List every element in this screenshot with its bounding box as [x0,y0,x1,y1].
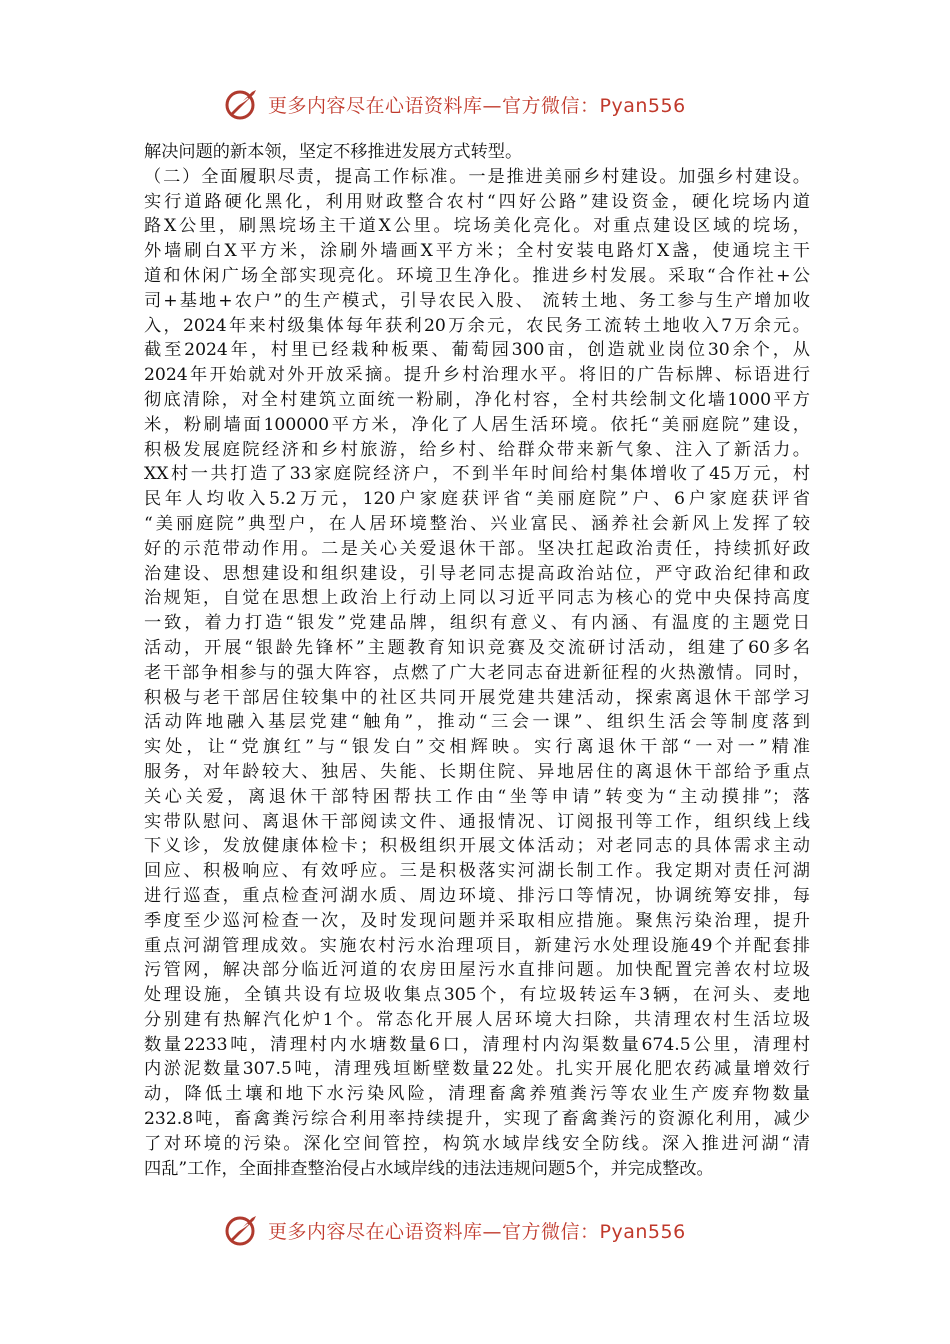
text-line: 了对环境的污染。深化空间管控，构筑水域岸线安全防线。深入推进河湖“清 [144,1133,810,1154]
text-line: 积极与老干部居住较集中的社区共同开展党建共建活动，探索离退休干部学习 [144,687,810,708]
text-line: 实行道路硬化黑化，利用财政整合农村“四好公路”建设资金，硬化垸场内道 [144,191,810,212]
text-line: 关心关爱，离退休干部特困帮扶工作由“坐等申请”转变为“主动摸排”；落 [144,786,810,807]
header-wechat-id: Pyan556 [599,94,686,117]
header-banner [222,82,686,126]
text-line: 分别建有热解汽化炉1个。常态化开展人居环境大扫除，共清理农村生活垃圾 [144,1009,810,1030]
footer-text [268,1217,686,1244]
text-line: 实处，让“党旗红”与“银发白”交相辉映。实行离退休干部“一对一”精准 [144,737,810,758]
header-dash: — [482,94,503,117]
text-line: XX村一共打造了33家庭院经济户，不到半年时间给村集体增收了45万元，村 [144,464,810,485]
text-line: 外墙刷白X平方米，涂刷外墙画X平方米；全村安装电路灯X盏，使通垸主干 [144,241,810,262]
text-line: 老干部争相参与的强大阵容，点燃了广大老同志奋进新征程的火热激情。同时， [144,662,810,683]
text-line: 2024年开始就对外开放采摘。提升乡村治理水平。将旧的广告标牌、标语进行 [144,365,810,386]
text-line: 内淤泥数量307.5吨，清理残垣断壁数量22处。扎实开展化肥农药减量增效行 [144,1059,810,1080]
text-line: 彻底清除，对全村建筑立面统一粉刷，净化村容，全村共绘制文化墙1000平方 [144,389,810,410]
text-line: 司+基地+农户”的生产模式，引导农民入股、 流转土地、务工参与生产增加收 [144,290,810,311]
text-line: 回应、积极响应、有效呼应。三是积极落实河湖长制工作。我定期对责任河湖 [144,861,810,882]
text-line: 232.8吨，畜禽粪污综合利用率持续提升，实现了畜禽粪污的资源化利用，减少 [144,1109,810,1130]
header-slogan: 更多内容尽在心语资料库 [268,94,483,117]
document-body [144,140,810,1181]
text-line: 民年人均收入5.2万元，120户家庭获评省“美丽庭院”户、6户家庭获评省 [144,489,810,510]
text-line: 解决问题的新本领，坚定不移推进发展方式转型。 [144,142,523,162]
text-line: 污管网，解决部分临近河道的农房田屋污水直排问题。加快配置完善农村垃圾 [144,960,810,981]
text-line: 动，降低土壤和地下水污染风险，清理畜禽养殖粪污等农业生产废弃物数量 [144,1084,810,1105]
text-line: 季度至少巡河检查一次，及时发现问题并采取相应措施。聚焦污染治理，提升 [144,910,810,931]
text-line: 活动，开展“银龄先锋杯”主题教育知识竞赛及交流研讨活动，组建了60多名 [144,637,810,658]
text-line: 处理设施，全镇共设有垃圾收集点305个，有垃圾转运车3辆，在河头、麦地 [144,985,810,1006]
header-wechat-label: 官方微信： [502,94,600,117]
text-line: 重点河湖管理成效。实施农村污水治理项目，新建污水处理设施49个并配套排 [144,935,810,956]
text-line: 下义诊，发放健康体检卡；积极组织开展文体活动；对老同志的具体需求主动 [144,836,810,857]
text-line: 治建设、思想建设和组织建设，引导老同志提高政治站位，严守政治纪律和政 [144,563,810,584]
text-line: 服务，对年龄较大、独居、失能、长期住院、异地居住的离退休干部给予重点 [144,761,810,782]
footer-dash: — [482,1220,503,1243]
text-line: 四乱”工作，全面排查整治侵占水域岸线的违法违规问题5个，并完成整改。 [144,1158,714,1179]
text-line: 活动阵地融入基层党建“触角”，推动“三会一课”、组织生活会等制度落到 [144,712,810,733]
text-line: 好的示范带动作用。二是关心关爱退休干部。坚决扛起政治责任，持续抓好政 [144,538,810,559]
footer-slogan: 更多内容尽在心语资料库 [268,1220,483,1243]
text-line: 积极发展庭院经济和乡村旅游，给乡村、给群众带来新气象、注入了新活力。 [144,439,810,460]
text-line: 进行巡查，重点检查河湖水质、周边环境、排污口等情况，协调统筹安排，每 [144,885,810,906]
text-line: 道和休闲广场全部实现亮化。环境卫生净化。推进乡村发展。采取“合作社+公 [144,265,810,286]
footer-wechat-label: 官方微信： [502,1220,600,1243]
text-line: 治规矩，自觉在思想上政治上行动上同以习近平同志为核心的党中央保持高度 [144,588,810,609]
footer-banner [222,1208,686,1252]
text-line: 截至2024年，村里已经栽种板栗、葡萄园300亩，创造就业岗位30余个，从 [144,340,810,361]
header-text [268,91,686,118]
text-line: 一致，着力打造“银发”党建品牌，组织有意义、有内涵、有温度的主题党日 [144,613,810,634]
text-line: 实带队慰问、离退休干部阅读文件、通报情况、订阅报刊等工作，组织线上线 [144,811,810,832]
footer-wechat-id: Pyan556 [599,1220,686,1243]
text-line: 米，粉刷墙面100000平方米，净化了人居生活环境。依托“美丽庭院”建设， [144,414,810,435]
text-line: 路X公里，刷黑垸场主干道X公里。垸场美化亮化。对重点建设区域的垸场， [144,216,810,237]
text-line: “美丽庭院”典型户，在人居环境整治、兴业富民、涵养社会新风上发挥了较 [144,513,810,534]
text-line: 入，2024年来村级集体每年获利20万余元，农民务工流转土地收入7万余元。 [144,315,810,336]
pen-logo-icon [222,84,262,124]
text-line: （二）全面履职尽责，提高工作标准。一是推进美丽乡村建设。加强乡村建设。 [144,166,810,187]
text-line: 数量2233吨，清理村内水塘数量6口，清理村内沟渠数量674.5公里，清理村 [144,1034,810,1055]
pen-logo-icon [222,1210,262,1250]
